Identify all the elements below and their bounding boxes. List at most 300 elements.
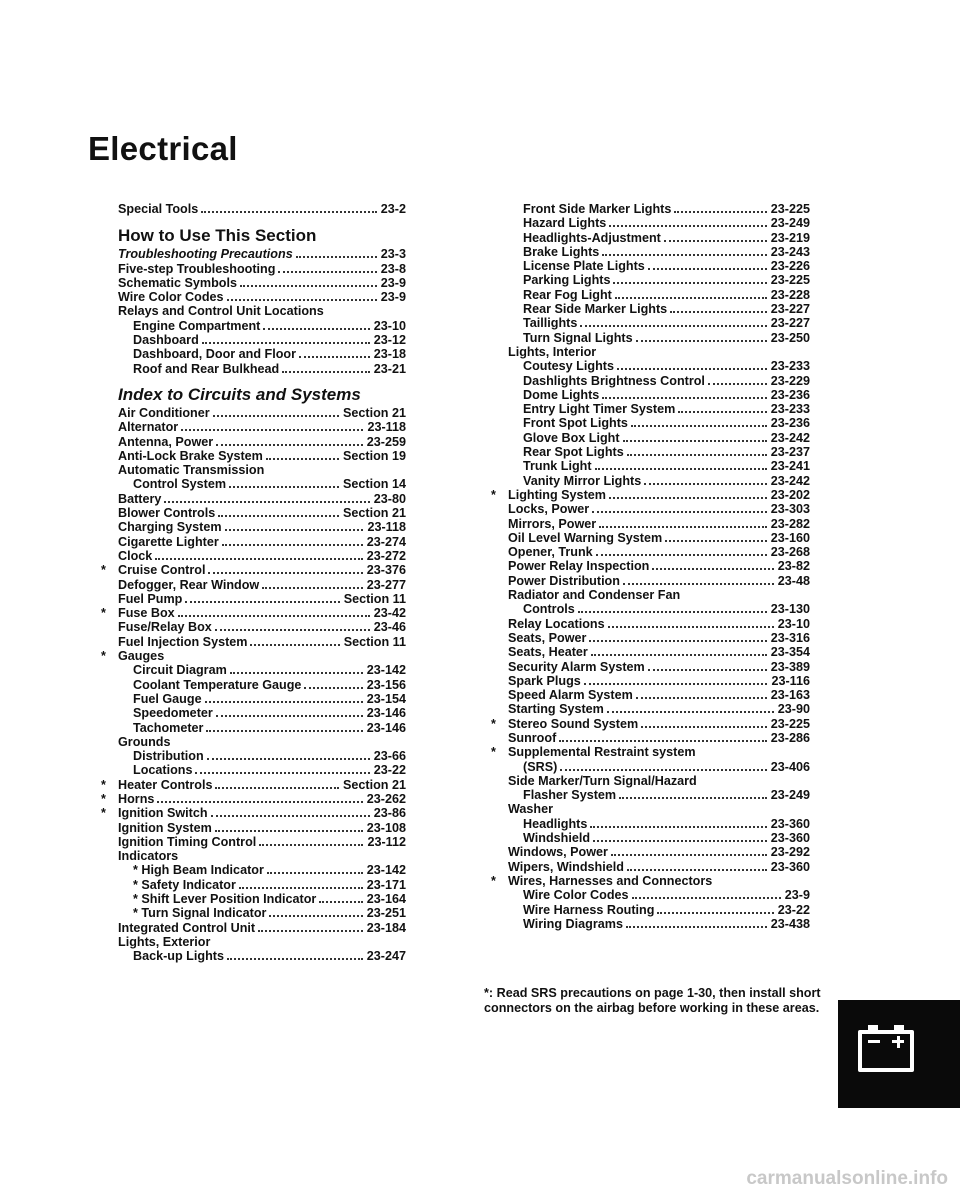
- toc-entry-page: 23-241: [770, 459, 810, 474]
- dot-leader: [631, 425, 767, 427]
- toc-entry: [508, 259, 810, 273]
- toc-entry: [118, 692, 406, 706]
- dot-leader: [708, 383, 767, 385]
- toc-entry-page: 23-18: [373, 347, 406, 362]
- toc-entry-page: 23-406: [770, 759, 810, 774]
- toc-entry-page: 23-9: [380, 275, 406, 290]
- toc-entry: [118, 921, 406, 935]
- toc-entry-page: 23-227: [770, 316, 810, 331]
- toc-entry: [118, 663, 406, 677]
- toc-entry: [118, 678, 406, 692]
- toc-entry-label: Horns: [118, 791, 155, 806]
- toc-entry-page: 23-251: [366, 906, 406, 921]
- toc-entry-page: 23-360: [770, 816, 810, 831]
- toc-group-label-text: Wires, Harnesses and Connectors: [508, 873, 713, 888]
- dot-leader: [207, 758, 370, 760]
- toc-entry-page: 23-259: [366, 434, 406, 449]
- toc-entry: [118, 635, 406, 649]
- dot-leader: [225, 529, 364, 531]
- toc-entry: [118, 520, 406, 534]
- toc-entry-page: 23-236: [770, 416, 810, 431]
- toc-entry: [508, 574, 810, 588]
- dot-leader: [269, 915, 362, 917]
- toc-entry-page: 23-3: [380, 247, 406, 262]
- dot-leader: [632, 897, 781, 899]
- toc-entry: [508, 917, 810, 931]
- dot-leader: [595, 468, 767, 470]
- toc-entry-page: 23-48: [777, 573, 810, 588]
- toc-entry: [508, 231, 810, 245]
- toc-entry-page: 23-249: [770, 788, 810, 803]
- toc-entry-label: Taillights: [523, 316, 578, 331]
- toc-entry-label: * High Beam Indicator: [133, 863, 264, 878]
- toc-group-label: [508, 774, 810, 788]
- toc-entry-page: 23-225: [770, 273, 810, 288]
- toc-entry: [508, 645, 810, 659]
- dot-leader: [670, 311, 767, 313]
- toc-entry: [118, 878, 406, 892]
- toc-entry: [118, 821, 406, 835]
- toc-entry: [118, 247, 406, 261]
- toc-entry: [508, 202, 810, 216]
- dot-leader: [211, 815, 370, 817]
- toc-right-column: [491, 202, 810, 931]
- toc-entry: [508, 531, 810, 545]
- toc-entry: [508, 517, 810, 531]
- toc-entry-label: Hazard Lights: [523, 216, 607, 231]
- toc-entry-label: Security Alarm System: [508, 659, 645, 674]
- toc-entry-label: Relay Locations: [508, 616, 605, 631]
- toc-entry-page: 23-66: [373, 749, 406, 764]
- toc-entry-page: 23-292: [770, 845, 810, 860]
- dot-leader: [215, 787, 339, 789]
- toc-entry-label: Front Side Marker Lights: [523, 202, 672, 216]
- toc-entry-label: Power Distribution: [508, 573, 620, 588]
- toc-entry: [508, 888, 810, 902]
- dot-leader: [644, 483, 767, 485]
- toc-entry-label: Wipers, Windshield: [508, 859, 624, 874]
- toc-entry-label: Fuse/Relay Box: [118, 620, 212, 635]
- dot-leader: [206, 730, 362, 732]
- toc-entry: [508, 831, 810, 845]
- toc-entry: [508, 559, 810, 573]
- toc-entry: [508, 674, 810, 688]
- toc-entry-page: 23-389: [770, 659, 810, 674]
- dot-leader: [627, 869, 767, 871]
- dot-leader: [304, 687, 362, 689]
- toc-entry-label: Flasher System: [523, 788, 617, 803]
- toc-group-label-text: Lights, Interior: [508, 344, 597, 359]
- dot-leader: [596, 554, 767, 556]
- watermark: carmanualsonline.info: [746, 1168, 948, 1189]
- toc-entry: [508, 302, 810, 316]
- toc-group-label: [508, 345, 810, 359]
- toc-entry-page: 23-42: [373, 606, 406, 621]
- asterisk-marker: *: [101, 563, 106, 578]
- toc-entry-label: Seats, Power: [508, 630, 587, 645]
- toc-entry-label: (SRS): [523, 759, 558, 774]
- toc-group-label-text: Lights, Exterior: [118, 934, 211, 949]
- toc-entry: [508, 788, 810, 802]
- toc-entry-page: 23-202: [770, 487, 810, 502]
- dot-leader: [227, 299, 377, 301]
- toc-left-column: [101, 202, 406, 964]
- toc-entry-page: 23-226: [770, 259, 810, 274]
- toc-entry-label: Speedometer: [133, 706, 213, 721]
- toc-entry-page: 23-164: [366, 892, 406, 907]
- toc-entry: [508, 617, 810, 631]
- toc-entry-label: Mirrors, Power: [508, 516, 597, 531]
- toc-group-label: [508, 802, 810, 816]
- dot-leader: [229, 486, 339, 488]
- toc-entry: [101, 806, 406, 821]
- asterisk-marker: *: [491, 716, 496, 731]
- dot-leader: [263, 328, 369, 330]
- toc-entry: [118, 721, 406, 735]
- toc-entry-page: 23-247: [366, 949, 406, 964]
- toc-entry-page: 23-227: [770, 302, 810, 317]
- dot-leader: [239, 887, 363, 889]
- toc-entry-page: 23-219: [770, 230, 810, 245]
- battery-icon: [858, 1030, 914, 1072]
- toc-entry-label: Defogger, Rear Window: [118, 577, 260, 592]
- dot-leader: [266, 458, 339, 460]
- toc-entry-label: Power Relay Inspection: [508, 559, 650, 574]
- toc-entry-page: 23-118: [367, 420, 406, 435]
- dot-leader: [578, 611, 767, 613]
- dot-leader: [215, 629, 370, 631]
- toc-entry-label: License Plate Lights: [523, 259, 645, 274]
- toc-entry-page: 23-9: [784, 888, 810, 903]
- dot-leader: [584, 683, 768, 685]
- toc-entry-page: 23-82: [777, 559, 810, 574]
- dot-leader: [215, 830, 363, 832]
- dot-leader: [155, 558, 362, 560]
- asterisk-marker: *: [101, 649, 106, 664]
- toc-entry: [508, 374, 810, 388]
- toc-entry-label: Coutesy Lights: [523, 359, 614, 374]
- dot-leader: [623, 440, 767, 442]
- toc-entry-page: 23-22: [777, 902, 810, 917]
- toc-entry-page: 23-242: [770, 473, 810, 488]
- toc-entry-label: Antenna, Power: [118, 434, 214, 449]
- toc-entry-label: Rear Spot Lights: [523, 445, 624, 460]
- toc-entry-label: Controls: [523, 602, 575, 617]
- toc-entry-label: Dashlights Brightness Control: [523, 373, 705, 388]
- dot-leader: [602, 397, 767, 399]
- toc-entry-label: Engine Compartment: [133, 318, 261, 333]
- toc-entry: [101, 606, 406, 621]
- toc-entry-page: 23-2: [380, 202, 406, 216]
- toc-entry: [101, 791, 406, 806]
- toc-entry-page: 23-274: [366, 534, 406, 549]
- toc-entry: [508, 688, 810, 702]
- dot-leader: [278, 271, 376, 273]
- toc-entry-label: Fuel Injection System: [118, 634, 248, 649]
- toc-entry: [508, 245, 810, 259]
- toc-entry-page: 23-22: [373, 763, 406, 778]
- toc-entry-page: 23-142: [366, 663, 406, 678]
- dot-leader: [259, 844, 363, 846]
- dot-leader: [216, 444, 363, 446]
- toc-entry-label: Blower Controls: [118, 506, 216, 521]
- dot-leader: [589, 640, 766, 642]
- dot-leader: [627, 454, 767, 456]
- dot-leader: [296, 256, 377, 258]
- toc-entry-page: 23-316: [770, 630, 810, 645]
- dot-leader: [613, 282, 766, 284]
- toc-entry-label: Front Spot Lights: [523, 416, 628, 431]
- asterisk-marker: *: [491, 745, 496, 760]
- dot-leader: [178, 615, 370, 617]
- toc-group-label: [118, 735, 406, 749]
- dot-leader: [267, 872, 363, 874]
- toc-entry-label: Windshield: [523, 831, 591, 846]
- dot-leader: [181, 429, 363, 431]
- dot-leader: [590, 826, 766, 828]
- toc-entry-label: Anti-Lock Brake System: [118, 448, 263, 463]
- toc-entry: [118, 362, 406, 376]
- toc-entry: [118, 420, 406, 434]
- asterisk-marker: *: [101, 791, 106, 806]
- toc-entry-label: Glove Box Light: [523, 430, 620, 445]
- dot-leader: [208, 572, 362, 574]
- toc-entry-label: Dashboard: [133, 333, 199, 348]
- toc-entry-page: 23-146: [366, 720, 406, 735]
- toc-entry-label: Cruise Control: [118, 563, 206, 578]
- toc-entry-label: Trunk Light: [523, 459, 592, 474]
- toc-entry-page: 23-360: [770, 859, 810, 874]
- toc-entry-label: Heater Controls: [118, 777, 213, 792]
- dot-leader: [580, 325, 766, 327]
- toc-entry-label: Troubleshooting Precautions: [118, 247, 293, 262]
- toc-entry-label: Five-step Troubleshooting: [118, 261, 276, 276]
- dot-leader: [664, 240, 767, 242]
- toc-entry-label: Rear Fog Light: [523, 287, 612, 302]
- toc-entry: [118, 578, 406, 592]
- toc-entry: [118, 333, 406, 347]
- toc-entry: [118, 506, 406, 520]
- toc-entry-label: Circuit Diagram: [133, 663, 227, 678]
- toc-entry-label: Rear Side Marker Lights: [523, 302, 668, 317]
- dot-leader: [262, 587, 363, 589]
- toc-entry: [508, 602, 810, 616]
- toc-entry-label: Roof and Rear Bulkhead: [133, 361, 280, 376]
- toc-entry-page: Section 11: [343, 634, 406, 649]
- dot-leader: [299, 356, 370, 358]
- toc-entry-page: Section 21: [343, 777, 406, 792]
- toc-entry: [508, 903, 810, 917]
- toc-entry: [118, 276, 406, 290]
- toc-entry-page: 23-438: [770, 916, 810, 931]
- toc-entry-page: Section 11: [343, 591, 406, 606]
- toc-entry: [118, 449, 406, 463]
- dot-leader: [615, 297, 767, 299]
- toc-entry-page: 23-116: [771, 673, 810, 688]
- toc-group-label: [118, 849, 406, 863]
- toc-entry-label: * Turn Signal Indicator: [133, 906, 267, 921]
- toc-entry-page: 23-236: [770, 387, 810, 402]
- dot-leader: [593, 840, 767, 842]
- toc-entry-page: 23-184: [366, 920, 406, 935]
- toc-entry: [508, 431, 810, 445]
- dot-leader: [652, 568, 773, 570]
- toc-entry-label: Wiring Diagrams: [523, 916, 623, 931]
- toc-entry-label: Brake Lights: [523, 244, 600, 259]
- dot-leader: [227, 958, 363, 960]
- dot-leader: [216, 715, 363, 717]
- toc-entry: [508, 545, 810, 559]
- toc-entry-label: * Safety Indicator: [133, 877, 236, 892]
- toc-entry-page: 23-303: [770, 502, 810, 517]
- toc-entry-page: 23-250: [770, 330, 810, 345]
- toc-entry-label: Ignition System: [118, 820, 212, 835]
- toc-entry-page: 23-10: [777, 616, 810, 631]
- dot-leader: [611, 854, 767, 856]
- dot-leader: [609, 225, 767, 227]
- toc-group-label: [118, 935, 406, 949]
- toc-entry-page: 23-237: [770, 445, 810, 460]
- toc-entry-page: Section 21: [343, 506, 406, 521]
- toc-entry-label: Tachometer: [133, 720, 204, 735]
- toc-entry-page: 23-142: [366, 863, 406, 878]
- toc-entry-page: 23-272: [366, 548, 406, 563]
- toc-group-label-text: Gauges: [118, 649, 165, 664]
- toc-entry-label: Speed Alarm System: [508, 688, 633, 703]
- toc-entry: [118, 892, 406, 906]
- toc-entry-label: Windows, Power: [508, 845, 608, 860]
- dot-leader: [195, 772, 369, 774]
- toc-entry-page: 23-262: [366, 791, 406, 806]
- toc-entry: [508, 402, 810, 416]
- toc-entry: [118, 290, 406, 304]
- toc-group-label: [118, 385, 406, 404]
- toc-entry-page: 23-86: [373, 806, 406, 821]
- dot-leader: [623, 583, 774, 585]
- toc-entry-page: 23-268: [770, 545, 810, 560]
- toc-entry-label: Turn Signal Lights: [523, 330, 633, 345]
- dot-leader: [319, 901, 362, 903]
- toc-entry-label: Opener, Trunk: [508, 545, 593, 560]
- dot-leader: [559, 740, 767, 742]
- toc-entry: [101, 563, 406, 578]
- toc-entry-label: Spark Plugs: [508, 673, 581, 688]
- dot-leader: [560, 769, 766, 771]
- toc-entry-label: Headlights-Adjustment: [523, 230, 661, 245]
- asterisk-marker: *: [491, 487, 496, 502]
- toc-entry-page: 23-360: [770, 831, 810, 846]
- toc-group-label-text: Radiator and Condenser Fan: [508, 588, 681, 603]
- toc-entry-label: Dashboard, Door and Floor: [133, 347, 297, 362]
- toc-entry-page: 23-12: [373, 333, 406, 348]
- toc-entry-page: 23-160: [770, 530, 810, 545]
- toc-entry: [118, 535, 406, 549]
- toc-entry-label: Entry Light Timer System: [523, 402, 676, 417]
- toc-entry-label: Vanity Mirror Lights: [523, 473, 642, 488]
- toc-entry-label: Control System: [133, 477, 227, 492]
- toc-entry: [508, 273, 810, 287]
- dot-leader: [258, 930, 363, 932]
- toc-entry: [508, 445, 810, 459]
- toc-entry-page: 23-376: [366, 563, 406, 578]
- toc-entry-label: Oil Level Warning System: [508, 530, 663, 545]
- dot-leader: [591, 654, 767, 656]
- toc-entry: [508, 388, 810, 402]
- toc-entry-page: 23-8: [380, 261, 406, 276]
- toc-entry-page: 23-108: [366, 820, 406, 835]
- dot-leader: [619, 797, 767, 799]
- toc-entry-page: Section 21: [343, 405, 406, 420]
- toc-entry-label: Ignition Timing Control: [118, 834, 257, 849]
- toc-entry-page: 23-277: [366, 577, 406, 592]
- toc-entry: [118, 435, 406, 449]
- toc-entry-page: 23-80: [373, 491, 406, 506]
- dot-leader: [641, 726, 767, 728]
- dot-leader: [626, 926, 767, 928]
- dot-leader: [678, 411, 766, 413]
- toc-entry-label: Integrated Control Unit: [118, 920, 256, 935]
- toc-entry-label: Wire Color Codes: [523, 888, 629, 903]
- toc-entry-label: Wire Color Codes: [118, 290, 224, 305]
- toc-entry-page: 23-225: [770, 202, 810, 216]
- toc-entry: [508, 502, 810, 516]
- asterisk-marker: *: [101, 606, 106, 621]
- toc-entry: [508, 359, 810, 373]
- toc-entry-page: 23-46: [373, 620, 406, 635]
- toc-entry: [508, 817, 810, 831]
- toc-entry-page: 23-229: [770, 373, 810, 388]
- toc-entry-page: 23-242: [770, 430, 810, 445]
- toc-entry-page: Section 14: [343, 477, 406, 492]
- toc-entry: [508, 760, 810, 774]
- toc-entry: [508, 860, 810, 874]
- toc-entry: [118, 706, 406, 720]
- toc-entry: [118, 592, 406, 606]
- toc-entry: [118, 406, 406, 420]
- toc-entry-label: Charging System: [118, 520, 222, 535]
- toc-entry: [118, 763, 406, 777]
- toc-group-label: [491, 873, 810, 888]
- dot-leader: [665, 540, 767, 542]
- toc-entry-page: 23-156: [366, 677, 406, 692]
- toc-group-label-text: Relays and Control Unit Locations: [118, 304, 324, 319]
- toc-entry-label: Locks, Power: [508, 502, 590, 517]
- dot-leader: [636, 340, 767, 342]
- toc-entry: [118, 477, 406, 491]
- dot-leader: [240, 285, 377, 287]
- toc-entry-page: 23-225: [770, 716, 810, 731]
- asterisk-marker: *: [101, 806, 106, 821]
- toc-entry-label: Parking Lights: [523, 273, 611, 288]
- asterisk-marker: *: [491, 873, 496, 888]
- toc-entry-page: 23-154: [366, 691, 406, 706]
- toc-entry-label: Battery: [118, 491, 162, 506]
- dot-leader: [185, 601, 339, 603]
- toc-entry: [118, 863, 406, 877]
- toc-entry-label: Cigarette Lighter: [118, 534, 219, 549]
- toc-entry-label: Fuse Box: [118, 606, 175, 621]
- toc-entry: [508, 316, 810, 330]
- toc-entry-label: * Shift Lever Position Indicator: [133, 892, 317, 907]
- toc-entry: [508, 660, 810, 674]
- toc-entry-label: Headlights: [523, 816, 588, 831]
- toc-group-label: [118, 304, 406, 318]
- toc-entry-label: Stereo Sound System: [508, 716, 639, 731]
- toc-entry-label: Coolant Temperature Gauge: [133, 677, 302, 692]
- toc-entry-page: 23-171: [366, 877, 406, 892]
- toc-entry-label: Dome Lights: [523, 387, 600, 402]
- toc-entry: [118, 620, 406, 634]
